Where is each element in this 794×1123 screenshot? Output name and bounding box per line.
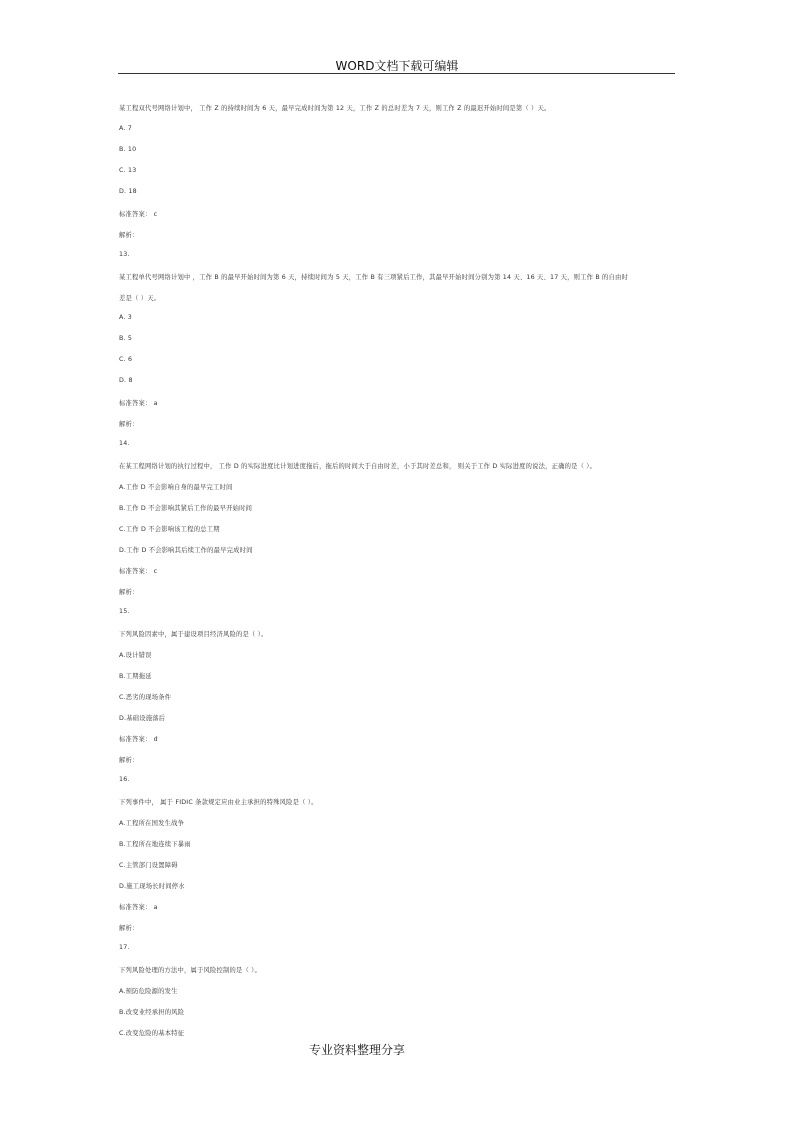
text-line: D.工作 D 不会影响其后续工作的最早完成时间 <box>119 547 253 554</box>
text-line: 标准答案： c <box>119 568 158 575</box>
text-line: D. 18 <box>119 188 137 195</box>
text-line: 差是（ ）天。 <box>119 295 161 302</box>
text-line: D. 8 <box>119 377 133 384</box>
text-line: 下列事件中， 属于 FIDIC 条款规定应由业主承担的特殊风险是（ ）。 <box>119 799 318 806</box>
text-line: 某工程双代号网络计划中， 工作 Z 的持续时间为 6 天，最早完成时间为第 12 天，工作 Z 的总时差为 7 天，则工作 Z 的最迟开始时间是第（ ）天。 <box>119 105 551 112</box>
text-line: 13. <box>119 251 130 258</box>
page-header-title: WORD文档下载可编辑 <box>335 59 459 73</box>
text-line: A.工程所在国发生战争 <box>119 820 185 827</box>
text-line: D.基础设施落后 <box>119 715 166 722</box>
text-line: C. 6 <box>119 356 133 363</box>
header-divider <box>118 73 675 74</box>
text-line: 标准答案： a <box>119 904 158 911</box>
text-line: A. 3 <box>119 314 133 321</box>
text-line: B. 10 <box>119 146 137 153</box>
text-line: A. 7 <box>119 125 133 132</box>
text-line: C.工作 D 不会影响该工程的总工期 <box>119 526 220 533</box>
text-line: C. 13 <box>119 167 137 174</box>
text-line: 解析： <box>119 232 139 239</box>
text-line: 下列风险处理的方法中，属于风险控制的是（ ）。 <box>119 967 261 974</box>
text-line: 标准答案： c <box>119 211 158 218</box>
text-line: C.恶劣的现场条件 <box>119 694 172 701</box>
text-line: 解析： <box>119 589 139 596</box>
text-line: B. 5 <box>119 335 133 342</box>
text-line: 16. <box>119 776 130 783</box>
text-line: D.施工现场长时间停水 <box>119 883 185 890</box>
text-line: A.工作 D 不会影响自身的最早完工时间 <box>119 484 233 491</box>
text-line: B.工期拖延 <box>119 673 152 680</box>
text-line: 解析： <box>119 925 139 932</box>
text-line: B.工作 D 不会影响其紧后工作的最早开始时间 <box>119 505 253 512</box>
text-line: 14. <box>119 440 130 447</box>
text-line: 在某工程网络计划的执行过程中， 工作 D 的实际进度比计划进度拖后，拖后的时间大于自由时差，小于其时差总和， 则关于工作 D 实际进度的说法，正确的是（ ）。 <box>119 463 597 470</box>
text-line: 某工程单代号网络计划中 ，工作 B 的最早开始时间为第 6 天，持续时间为 5 天，工作 B 有三项紧后工作，其最早开始时间分别为第 14 天、16 天、17 天，则工作 B 的自由时 <box>119 274 629 281</box>
text-line: B.改变业经承担的风险 <box>119 1009 185 1016</box>
text-line: C.改变危险的基本特征 <box>119 1030 185 1037</box>
text-line: 解析： <box>119 421 139 428</box>
text-line: B.工程所在地连续下暴雨 <box>119 841 191 848</box>
text-line: 解析： <box>119 757 139 764</box>
text-line: A.预防危险源的发生 <box>119 988 178 995</box>
page-footer-text: 专业资料整理分享 <box>308 1043 405 1057</box>
text-line: 标准答案： a <box>119 400 158 407</box>
text-line: 17. <box>119 944 130 951</box>
text-line: 下列风险因素中，属于建设项目经济风险的是（ ）。 <box>119 631 268 638</box>
text-line: A.设计错误 <box>119 652 152 659</box>
text-line: 15. <box>119 608 130 615</box>
text-line: C.主管部门设置障碍 <box>119 862 178 869</box>
text-line: 标准答案： d <box>119 736 158 743</box>
